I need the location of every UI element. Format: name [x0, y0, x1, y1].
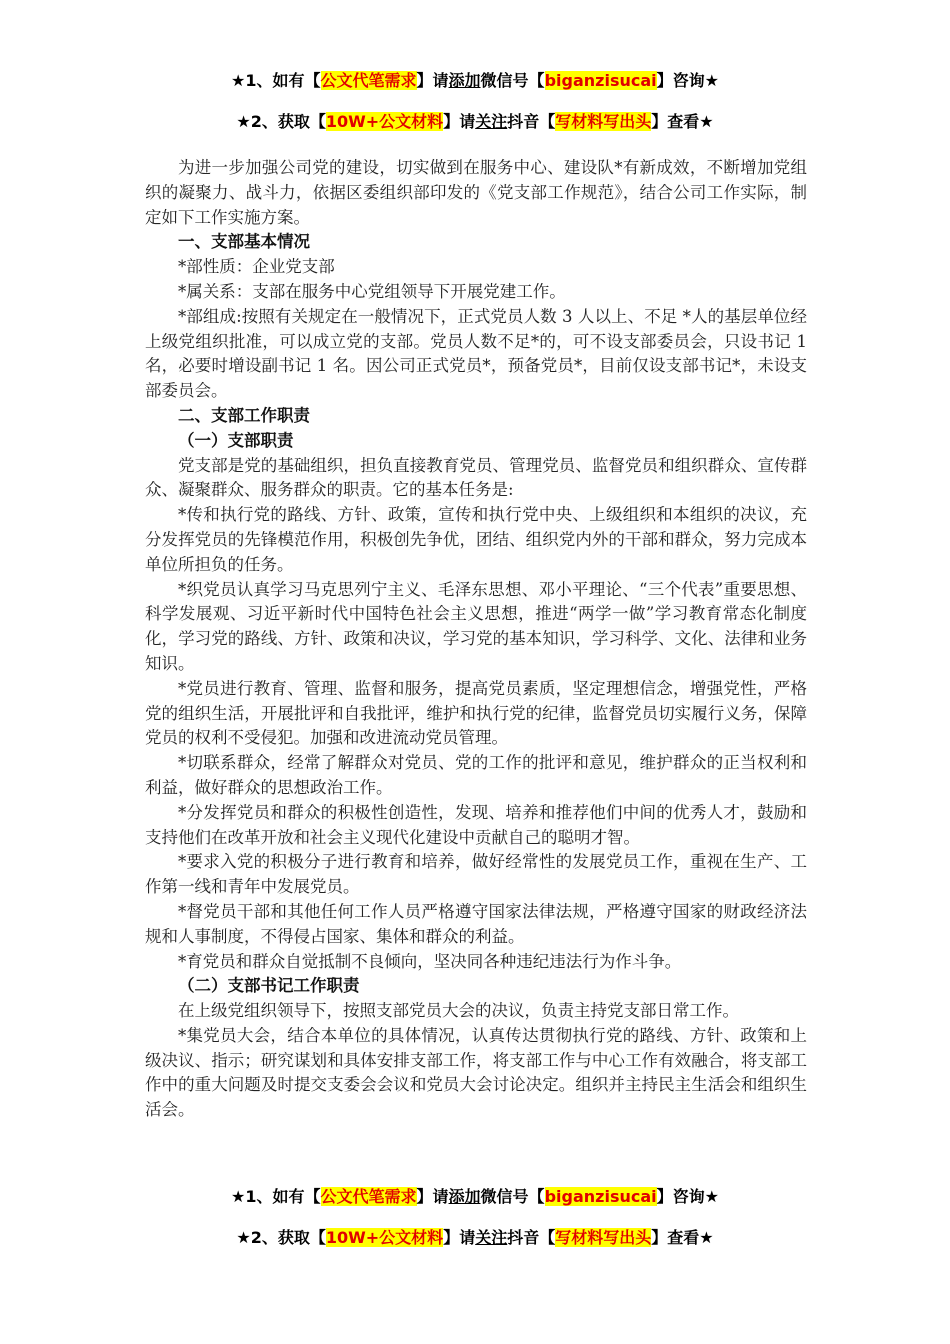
banner-text: ★2、获取【 [236, 1228, 326, 1247]
banner-text: 】请 [443, 112, 476, 131]
banner-text: 】查看★ [651, 112, 714, 131]
banner-highlight: 公文代笔需求 [320, 71, 417, 90]
promo-banner-bottom-1 [0, 1186, 950, 1208]
paragraph: *督党员干部和其他任何工作人员严格遵守国家法律法规，严格遵守国家的财政经济法规和人事制度，不得侵占国家、集体和群众的利益。 [145, 901, 807, 946]
banner-highlight: 写材料写出头 [555, 112, 652, 131]
banner-text: 抖音【 [507, 112, 556, 131]
banner-highlight: biganzisucai [544, 1187, 657, 1206]
paragraph: 在上级党组织领导下，按照支部党员大会的决议，负责主持党支部日常工作。 [178, 1001, 739, 1021]
banner-highlight: 10W+公文材料 [325, 112, 444, 131]
section-heading: 一、支部基本情况 [178, 232, 310, 252]
banner-emphasis: 添加 [448, 1187, 481, 1206]
paragraph: *育党员和群众自觉抵制不良倾向，坚决同各种违纪违法行为作斗争。 [178, 951, 682, 971]
subsection-heading: （一）支部职责 [178, 430, 294, 450]
banner-highlight: 10W+公文材料 [325, 1228, 444, 1247]
banner-highlight: 公文代笔需求 [320, 1187, 417, 1206]
paragraph: 为进一步加强公司党的建设，切实做到在服务中心、建设队*有新成效，不断增加党组织的凝聚力、战斗力，依据区委组织部印发的《党支部工作规范》，结合公司工作实际，制定如下工作实施方案。 [145, 158, 807, 227]
paragraph: *部性质：企业党支部 [178, 257, 335, 277]
promo-banner-top-1 [0, 70, 950, 92]
paragraph: 党支部是党的基础组织，担负直接教育党员、管理党员、监督党员和组织群众、宣传群众、凝聚群众、服务群众的职责。它的基本任务是: [145, 455, 807, 500]
banner-text: 】咨询★ [656, 71, 719, 90]
paragraph: *集党员大会，结合本单位的具体情况，认真传达贯彻执行党的路线、方针、政策和上级决议、指示；研究谋划和具体安排支部工作，将支部工作与中心工作有效融合，将支部工作中的重大问题及时提交支委会会议和党员大会讨论决定。组织并主持民主生活会和组织生活会。 [145, 1025, 807, 1120]
banner-text: 】请 [443, 1228, 476, 1247]
promo-banner-top-2 [0, 111, 950, 133]
banner-text: 】请 [416, 1187, 449, 1206]
banner-highlight: 写材料写出头 [555, 1228, 652, 1247]
banner-text: 抖音【 [507, 1228, 556, 1247]
paragraph: *传和执行党的路线、方针、政策，宣传和执行党中央、上级组织和本组织的决议，充分发挥党员的先锋模范作用，积极创先争优，团结、组织党内外的干部和群众，努力完成本单位所担负的任务。 [145, 505, 807, 574]
banner-emphasis: 关注 [475, 112, 508, 131]
paragraph: *织党员认真学习马克思列宁主义、毛泽东思想、邓小平理论、“三个代表”重要思想、科学发展观、习近平新时代中国特色社会主义思想，推进“两学一做”学习教育常态化制度化，学习党的路线、方针、政策和决议，学习党的基本知识，学习科学、文化、法律和业务知识。 [145, 579, 807, 673]
banner-text: ★2、获取【 [236, 112, 326, 131]
banner-text: 微信号【 [480, 1187, 545, 1206]
paragraph: *分发挥党员和群众的积极性创造性，发现、培养和推荐他们中间的优秀人才，鼓励和支持他们在改革开放和社会主义现代化建设中贡献自己的聪明才智。 [145, 802, 807, 847]
banner-text: 微信号【 [480, 71, 545, 90]
banner-text: 】请 [416, 71, 449, 90]
paragraph: *切联系群众，经常了解群众对党员、党的工作的批评和意见，维护群众的正当权利和利益，做好群众的思想政治工作。 [145, 753, 807, 797]
banner-text: 】咨询★ [656, 1187, 719, 1206]
section-heading: 二、支部工作职责 [178, 405, 310, 425]
paragraph: *党员进行教育、管理、监督和服务，提高党员素质，坚定理想信念，增强党性，严格党的组织生活，开展批评和自我批评，维护和执行党的纪律，监督党员切实履行义务，保障党员的权利不受侵犯。加强和改进流动党员管理。 [145, 678, 807, 748]
banner-emphasis: 关注 [475, 1228, 508, 1247]
banner-emphasis: 添加 [448, 71, 481, 90]
paragraph: *部组成:按照有关规定在一般情况下，正式党员人数 3 人以上、不足 *人的基层单位经上级党组织批准，可以成立党的支部。党员人数不足*的，可不设支部委员会，只设书记 1 名，必要时增设副书记 1 名。因公司正式党员*，预备党员*，目前仅设支部书记*，未设支部委员会。 [145, 306, 807, 401]
banner-text: ★1、如有【 [231, 1187, 321, 1206]
banner-text: 】查看★ [651, 1228, 714, 1247]
promo-banner-bottom-2 [0, 1227, 950, 1249]
document-body [145, 156, 807, 1123]
banner-text: ★1、如有【 [231, 71, 321, 90]
paragraph: *属关系：支部在服务中心党组领导下开展党建工作。 [178, 281, 566, 301]
subsection-heading: （二）支部书记工作职责 [178, 976, 360, 996]
paragraph: *要求入党的积极分子进行教育和培养，做好经常性的发展党员工作，重视在生产、工作第一线和青年中发展党员。 [145, 852, 807, 897]
banner-highlight: biganzisucai [544, 71, 657, 90]
